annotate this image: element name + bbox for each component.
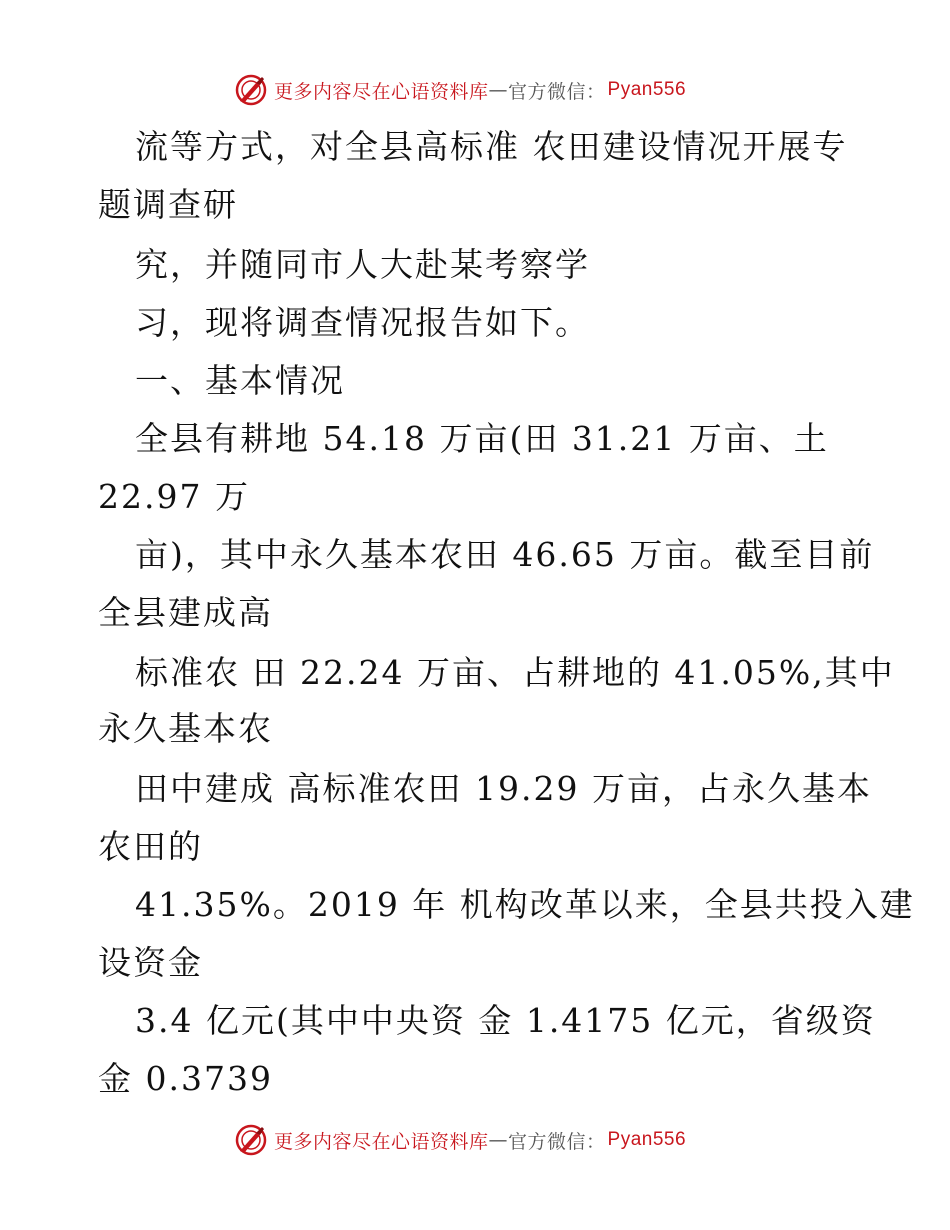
text-line: 亩)，其中永久基本农田 46.65 万亩。截至目前 (135, 535, 875, 574)
footer-wechat-id: Pyan556 (607, 1129, 687, 1150)
header-separator: — (488, 79, 509, 101)
text-line: 田中建成 高标准农田 19.29 万亩，占永久基本 (135, 769, 872, 808)
text-line: 全县有耕地 54.18 万亩(田 31.21 万亩、土 (135, 419, 829, 458)
text-line: 习，现将调查情况报告如下。 (135, 303, 590, 342)
text-line: 22.97 万 (98, 477, 250, 516)
text-line: 农田的 (98, 827, 203, 866)
section-heading: 一、基本情况 (135, 361, 345, 400)
text-line: 金 0.3739 (98, 1059, 273, 1098)
text-line: 全县建成高 (98, 593, 273, 632)
text-line: 41.35%。2019 年 机构改革以来，全县共投入建 (135, 885, 915, 924)
pen-logo-icon (234, 1123, 268, 1157)
header-brand-text: 更多内容尽在心语资料库 (274, 80, 489, 103)
footer-brand-text: 更多内容尽在心语资料库 (274, 1130, 489, 1153)
text-line: 题调查研 (98, 185, 238, 224)
footer-wechat-label: 官方微信： (508, 1130, 606, 1153)
text-line: 流等方式，对全县高标准 农田建设情况开展专 (135, 127, 848, 166)
text-line: 设资金 (98, 943, 203, 982)
footer-watermark (0, 1120, 950, 1160)
text-line: 标准农 田 22.24 万亩、占耕地的 41.05%,其中 (135, 653, 895, 692)
text-line: 永久基本农 (98, 709, 273, 748)
text-line: 3.4 亿元(其中中央资 金 1.4175 亿元，省级资 (135, 1001, 876, 1040)
header-wechat-label: 官方微信： (508, 80, 606, 103)
text-line: 究，并随同市人大赴某考察学 (135, 245, 590, 284)
footer-separator: — (488, 1129, 509, 1151)
header-wechat-id: Pyan556 (607, 79, 687, 100)
